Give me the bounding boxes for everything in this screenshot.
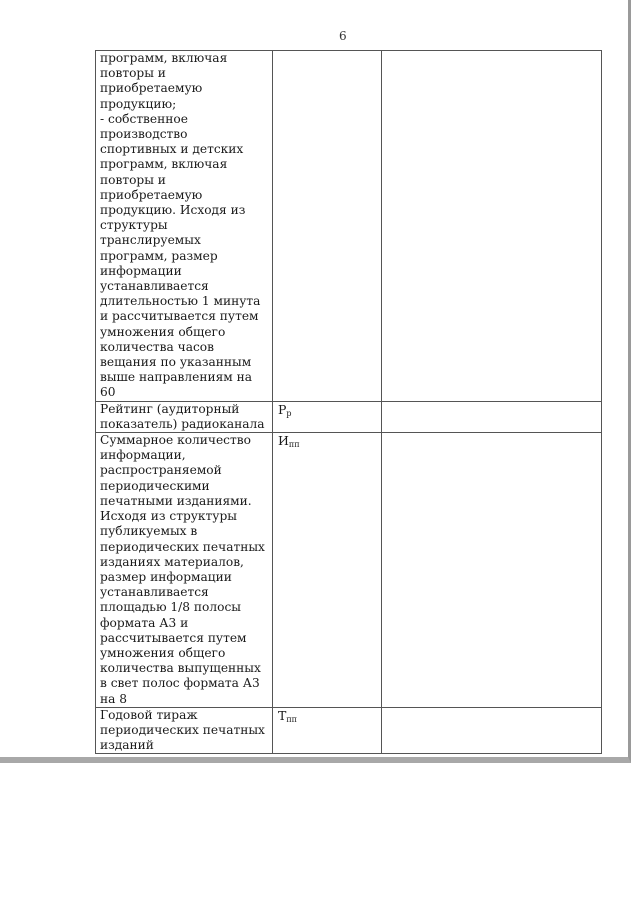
value-cell [382,433,602,708]
description-text: Рейтинг (аудиторный показатель) радиоканала [100,401,265,431]
value-cell [382,51,602,402]
table-row [96,707,602,754]
page-number: 6 [339,29,347,43]
description-cell [96,433,273,708]
description-cell [96,401,273,432]
symbol: $Р_р$ [278,401,292,418]
symbol: $Т_{пп}$ [278,707,298,724]
symbol: $И_{пп}$ [278,433,300,450]
value-cell [382,401,602,432]
symbol-cell [273,51,382,402]
description-text: программ, включая повторы и приобретаемую продукцию; - собственное производство спортивных и детских программ, включая повторы и приобретаемую продукцию. Исходя из структуры транслируемых программ, размер информации устанавливается длительностью 1 минута и рассчитывается путем умножения общего количества часов вещания по указанным выше направлениям на 60 [100,51,261,400]
indicator-table [95,50,602,754]
table-row [96,401,602,432]
description-text: Суммарное количество информации, распространяемой периодическими печатными изданиями. Исходя из структуры публикуемых в периодических печатных изданиях материалов, размер информации устанавливается площадью 1/8 полосы формата А3 и рассчитывается путем умножения общего количества выпущенных в свет полос формата А3 на 8 [100,433,265,706]
symbol-cell [273,433,382,708]
table-row [96,51,602,402]
symbol-cell [273,401,382,432]
description-cell [96,51,273,402]
table-row [96,433,602,708]
description-cell [96,707,273,754]
symbol-cell [273,707,382,754]
value-cell [382,707,602,754]
description-text: Годовой тираж периодических печатных изданий [100,707,265,753]
